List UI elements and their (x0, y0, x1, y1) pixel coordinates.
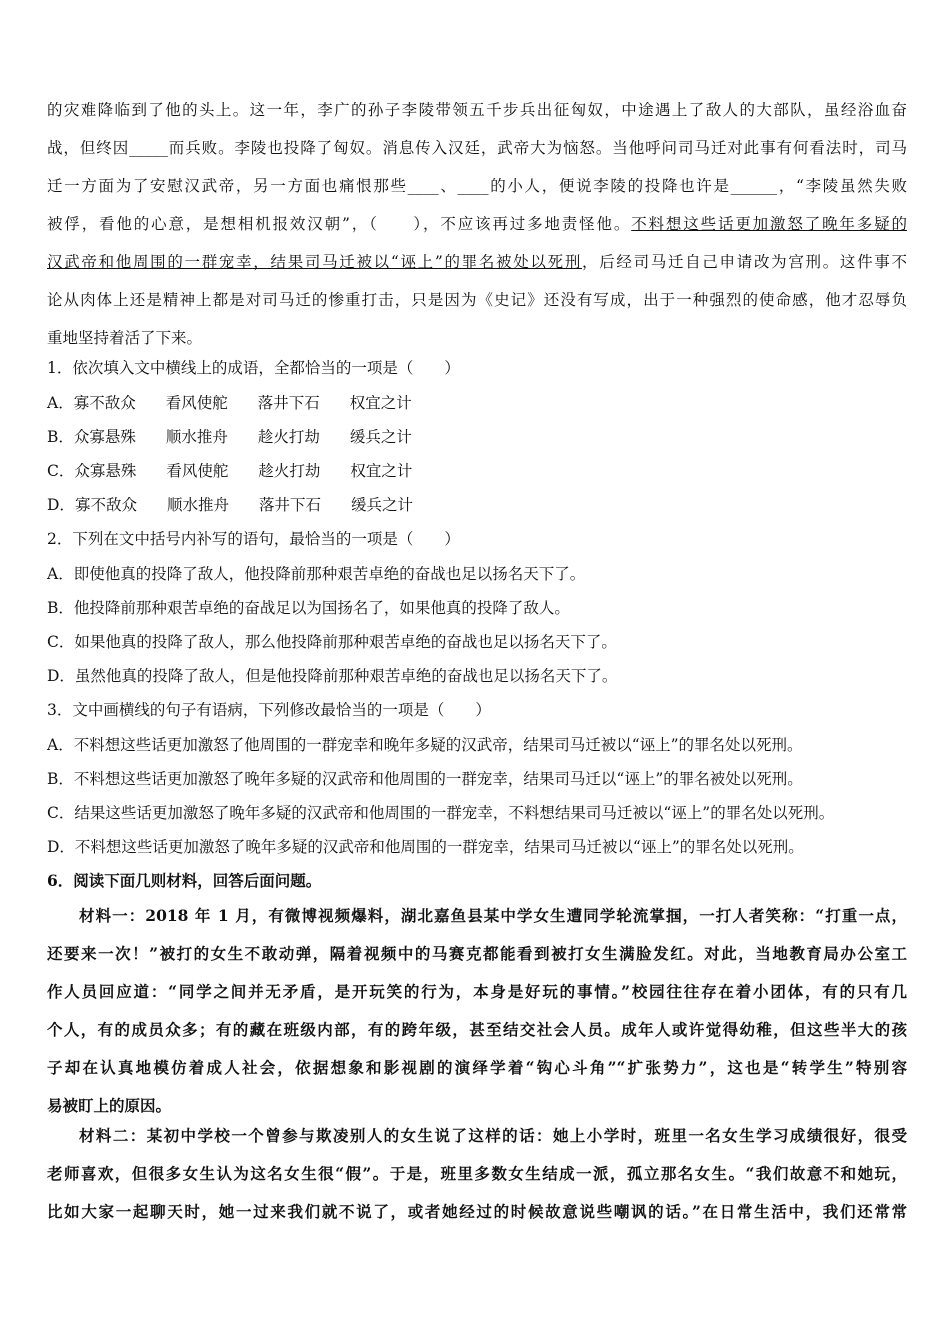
option-idiom: 众寡悬殊 (73, 428, 136, 446)
option-letter: C． (47, 462, 75, 480)
underlined-sentence-part-2: 汉武帝和他周围的一群宠幸，结果司马迁被以“诬上”的罪名被处以死刑 (47, 253, 583, 271)
option-idiom: 缓兵之计 (350, 496, 413, 514)
q3-option-b: B．不料想这些话更加激怒了晚年多疑的汉武帝和他周围的一群宠幸，结果司马迁以“诬上”的罪名被处以死刑。 (47, 770, 803, 788)
q3-option-c: C．结果这些话更加激怒了晚年多疑的汉武帝和他周围的一群宠幸，不料想结果司马迁被以“诬上”的罪名处以死刑。 (47, 804, 835, 822)
material-1-line-1: 材料一：2018 年 1 月，有微博视频爆料，湖北嘉鱼县某中学女生遭同学轮流掌掴，一打人者笑称：“打重一点， (79, 906, 907, 925)
option-letter: B． (47, 428, 74, 446)
q2-option-c: C．如果他真的投降了敌人，那么他投降前那种艰苦卓绝的奋战也足以扬名天下了。 (47, 633, 617, 651)
option-idiom: 权宜之计 (349, 394, 412, 412)
material-2-line-2: 老师喜欢，但很多女生认为这名女生很“假”。于是，班里多数女生结成一派，孤立那名女生。“我们故意不和她玩， (47, 1164, 907, 1183)
q3-option-a: A．不料想这些话更加激怒了他周围的一群宠幸和晚年多疑的汉武帝，结果司马迁被以“诬上”的罪名处以死刑。 (47, 736, 803, 754)
q1-option-c (47, 461, 907, 481)
question-3-stem: 3．文中画横线的句子有语病，下列修改最恰当的一项是（ ） (47, 701, 491, 719)
passage-line-1: 的灾难降临到了他的头上。这一年，李广的孙子李陵带领五千步兵出征匈奴，中途遇上了敌人的大部队，虽经浴血奋 (47, 101, 907, 119)
option-idiom: 落井下石 (257, 394, 320, 412)
underlined-sentence-part-1: 不料想这些话更加激怒了晚年多疑的 (631, 215, 907, 233)
question-1-stem: 1．依次填入文中横线上的成语，全都恰当的一项是（ ） (47, 359, 460, 377)
passage-line-5-plain: ，后经司马迁自己申请改为宫刑。这件事不 (582, 253, 907, 271)
option-idiom: 看风使舵 (165, 394, 228, 412)
q1-option-b (47, 427, 907, 447)
material-1-line-5: 子却在认真地模仿着成人社会，依据想象和影视剧的演绎学着“钩心斗角”“扩张势力”，这也是“转学生”特别容 (47, 1058, 907, 1077)
material-1-line-2: 还要来一次！”被打的女生不敢动弹，隔着视频中的马赛克都能看到被打女生满脸发红。对此，当地教育局办公室工 (47, 944, 907, 963)
material-1-line-3: 作人员回应道：“同学之间并无矛盾，是开玩笑的行为，本身是好玩的事情。”校园往往存在着小团体，有的只有几 (47, 982, 907, 1001)
q1-option-d (47, 495, 907, 515)
passage-line-2: 战，但终因_____而兵败。李陵也投降了匈奴。消息传入汉廷，武帝大为恼怒。当他呼问司马迁对此事有何看法时，司马 (47, 139, 907, 157)
passage-line-4 (47, 214, 907, 234)
material-2-line-1: 材料二：某初中学校一个曾参与欺凌别人的女生说了这样的话：她上小学时，班里一名女生学习成绩很好，很受 (79, 1126, 907, 1145)
question-6-stem: 6．阅读下面几则材料，回答后面问题。 (47, 871, 322, 890)
option-idiom: 缓兵之计 (349, 428, 412, 446)
q1-option-a (47, 393, 907, 413)
q2-option-a: A．即使他真的投降了敌人，他投降前那种艰苦卓绝的奋战也足以扬名天下了。 (47, 565, 586, 583)
q2-option-b: B．他投降前那种艰苦卓绝的奋战足以为国扬名了，如果他真的投降了敌人。 (47, 599, 570, 617)
option-idiom: 众寡悬殊 (74, 462, 137, 480)
material-1-line-4: 个人，有的成员众多；有的藏在班级内部，有的跨年级，甚至结交社会人员。成年人或许觉得幼稚，但这些半大的孩 (47, 1020, 907, 1039)
passage-line-5 (47, 252, 907, 272)
option-idiom: 看风使舵 (166, 462, 229, 480)
option-letter: A． (47, 394, 74, 412)
option-idiom: 落井下石 (258, 496, 321, 514)
option-idiom: 顺水推舟 (165, 428, 228, 446)
material-1-line-6: 易被盯上的原因。 (47, 1096, 172, 1115)
option-idiom: 顺水推舟 (166, 496, 229, 514)
q2-option-d: D．虽然他真的投降了敌人，但是他投降前那种艰苦卓绝的奋战也足以扬名天下了。 (47, 667, 618, 685)
material-2-line-3: 比如大家一起聊天时，她一过来我们就不说了，或者她经过的时候故意说些嘲讽的话。”在日常生活中，我们还常常 (47, 1202, 907, 1221)
option-letter: D． (47, 496, 75, 514)
passage-line-4-plain: 被俘，看他的心意，是想相机报效汉朝”，（ ），不应该再过多地责怪他。 (47, 215, 632, 233)
passage-line-6: 论从肉体上还是精神上都是对司马迁的惨重打击，只是因为《史记》还没有写成，出于一种强烈的使命感，他才忍辱负 (47, 291, 907, 309)
option-idiom: 趁火打劫 (258, 462, 321, 480)
question-2-stem: 2．下列在文中括号内补写的语句，最恰当的一项是（ ） (47, 530, 460, 548)
option-idiom: 权宜之计 (350, 462, 413, 480)
q3-option-d: D．不料想这些话更加激怒了晚年多疑的汉武帝和他周围的一群宠幸，结果司马迁被以“诬上”的罪名处以死刑。 (47, 838, 804, 856)
option-idiom: 寡不敌众 (74, 496, 137, 514)
passage-line-7: 重地坚持着活了下来。 (47, 329, 203, 347)
option-idiom: 寡不敌众 (73, 394, 136, 412)
option-idiom: 趁火打劫 (257, 428, 320, 446)
passage-line-3: 迁一方面为了安慰汉武帝，另一方面也痛恨那些____、____的小人，便说李陵的投降也许是______，“李陵虽然失败 (47, 177, 907, 195)
